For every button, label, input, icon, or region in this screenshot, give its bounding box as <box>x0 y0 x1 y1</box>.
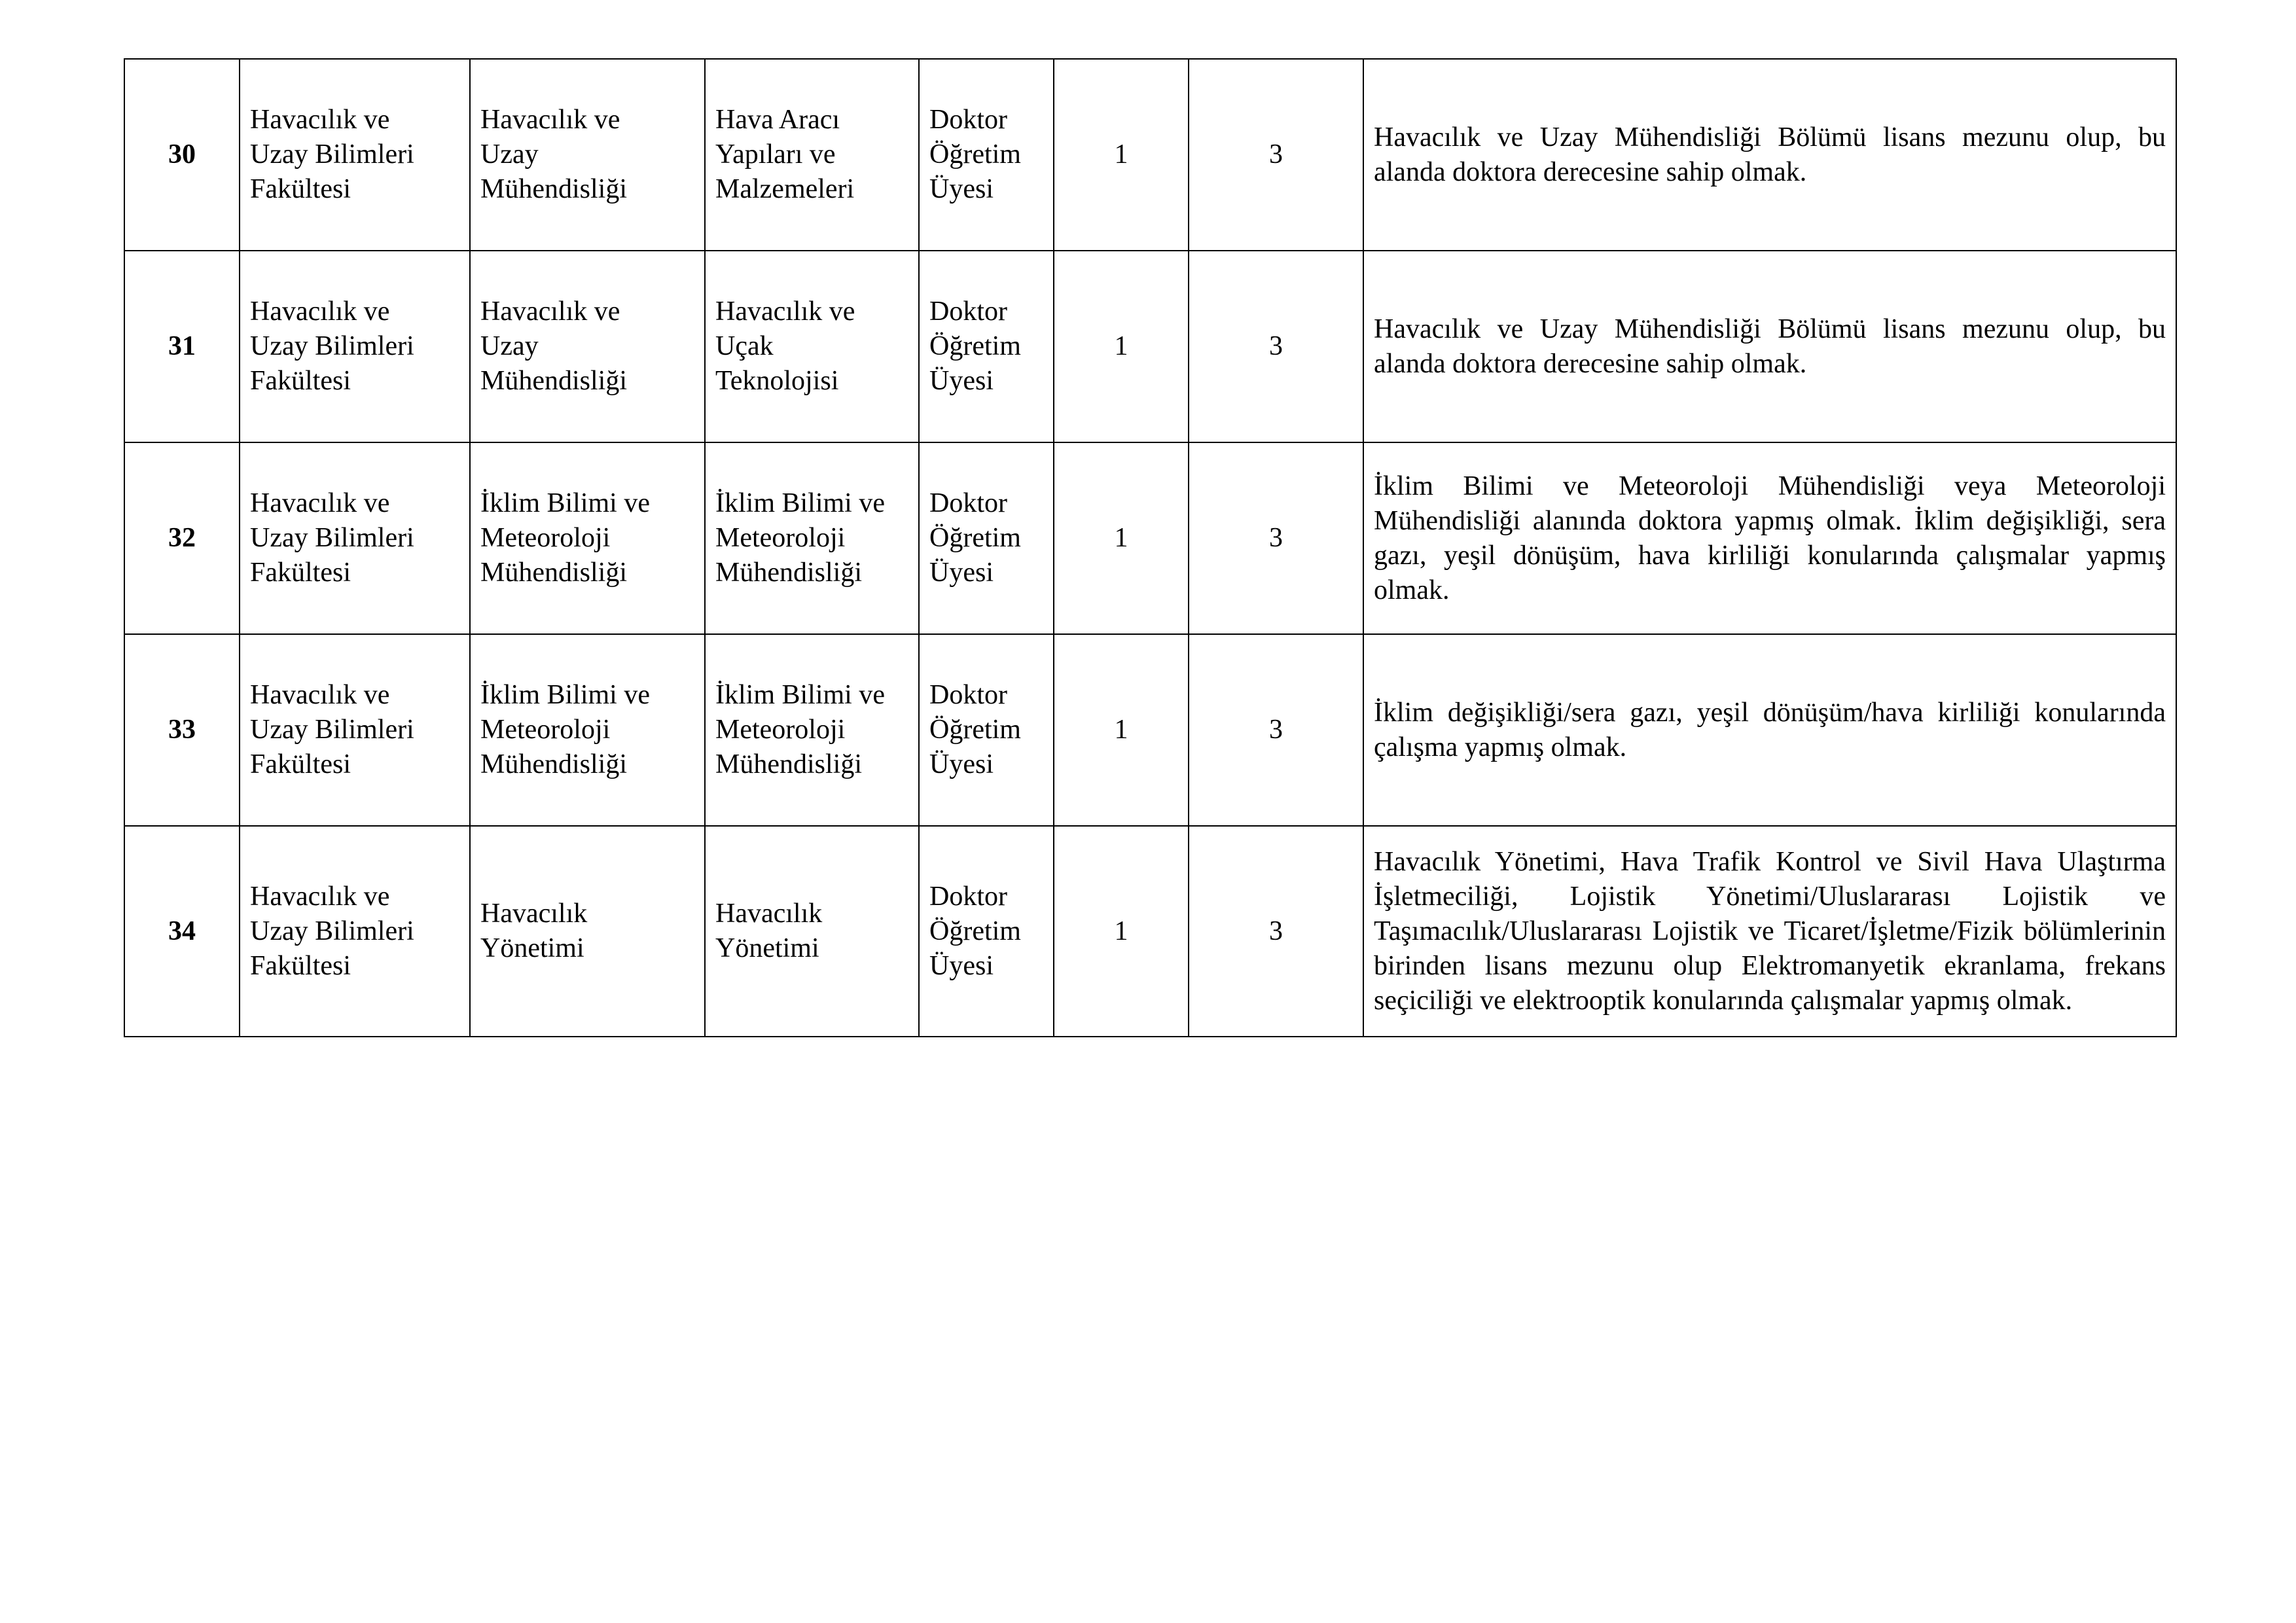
subfield-cell-line: Mühendisliği <box>715 558 863 588</box>
title-cell-line: Doktor <box>929 105 1007 135</box>
title-cell-line: Öğretim <box>929 139 1021 169</box>
positions-table <box>124 58 2177 1037</box>
requirement-cell: Havacılık ve Uzay Mühendisliği Bölümü lisans mezunu olup, bu alanda doktora derecesine sahip olmak. <box>1363 59 2176 251</box>
quota-cell: 1 <box>1054 826 1189 1037</box>
table-row <box>124 634 2176 826</box>
department-cell <box>470 634 705 826</box>
faculty-cell-line: Fakültesi <box>250 749 351 779</box>
faculty-cell-line: Uzay Bilimleri <box>250 523 414 553</box>
subfield-cell-line: Malzemeleri <box>715 174 855 204</box>
faculty-cell-line: Fakültesi <box>250 366 351 396</box>
title-cell-line: Üyesi <box>929 749 994 779</box>
title-cell-line: Öğretim <box>929 523 1021 553</box>
title-cell-line: Öğretim <box>929 916 1021 946</box>
faculty-cell <box>240 59 470 251</box>
faculty-cell-line: Havacılık ve <box>250 105 390 135</box>
table-row <box>124 442 2176 634</box>
title-cell-line: Doktor <box>929 488 1007 518</box>
title-cell-line: Öğretim <box>929 715 1021 745</box>
department-cell-line: Uzay <box>480 139 539 169</box>
row-number: 30 <box>124 59 240 251</box>
department-cell <box>470 442 705 634</box>
faculty-cell-line: Uzay Bilimleri <box>250 331 414 361</box>
faculty-cell-line: Fakültesi <box>250 174 351 204</box>
count-cell: 3 <box>1189 634 1363 826</box>
department-cell <box>470 826 705 1037</box>
row-number: 33 <box>124 634 240 826</box>
subfield-cell <box>705 251 919 442</box>
table-body <box>124 59 2176 1037</box>
title-cell-line: Üyesi <box>929 174 994 204</box>
title-cell-line: Doktor <box>929 881 1007 912</box>
subfield-cell-line: Yönetimi <box>715 933 819 963</box>
title-cell <box>919 826 1054 1037</box>
subfield-cell <box>705 59 919 251</box>
department-cell-line: Havacılık <box>480 899 588 929</box>
row-number: 32 <box>124 442 240 634</box>
count-cell: 3 <box>1189 826 1363 1037</box>
row-number: 31 <box>124 251 240 442</box>
title-cell-line: Üyesi <box>929 950 994 981</box>
subfield-cell-line: Mühendisliği <box>715 749 863 779</box>
subfield-cell-line: Uçak <box>715 331 774 361</box>
faculty-cell-line: Fakültesi <box>250 950 351 981</box>
title-cell-line: Doktor <box>929 680 1007 710</box>
department-cell-line: Havacılık ve <box>480 296 620 327</box>
department-cell-line: Havacılık ve <box>480 105 620 135</box>
department-cell-line: İklim Bilimi ve <box>480 488 650 518</box>
department-cell-line: Yönetimi <box>480 933 584 963</box>
subfield-cell-line: İklim Bilimi ve <box>715 680 885 710</box>
count-cell: 3 <box>1189 59 1363 251</box>
department-cell-line: Mühendisliği <box>480 558 628 588</box>
faculty-cell-line: Fakültesi <box>250 558 351 588</box>
table-row <box>124 826 2176 1037</box>
department-cell-line: Meteoroloji <box>480 523 611 553</box>
subfield-cell-line: Meteoroloji <box>715 715 846 745</box>
quota-cell: 1 <box>1054 442 1189 634</box>
subfield-cell <box>705 826 919 1037</box>
table-row <box>124 251 2176 442</box>
quota-cell: 1 <box>1054 59 1189 251</box>
subfield-cell <box>705 442 919 634</box>
faculty-cell <box>240 251 470 442</box>
department-cell-line: Mühendisliği <box>480 366 628 396</box>
department-cell-line: Mühendisliği <box>480 749 628 779</box>
title-cell <box>919 442 1054 634</box>
count-cell: 3 <box>1189 251 1363 442</box>
department-cell-line: İklim Bilimi ve <box>480 680 650 710</box>
quota-cell: 1 <box>1054 634 1189 826</box>
faculty-cell-line: Uzay Bilimleri <box>250 139 414 169</box>
title-cell <box>919 634 1054 826</box>
faculty-cell-line: Havacılık ve <box>250 680 390 710</box>
requirement-cell: Havacılık ve Uzay Mühendisliği Bölümü lisans mezunu olup, bu alanda doktora derecesine sahip olmak. <box>1363 251 2176 442</box>
faculty-cell-line: Havacılık ve <box>250 881 390 912</box>
faculty-cell-line: Uzay Bilimleri <box>250 715 414 745</box>
subfield-cell-line: Hava Aracı <box>715 105 840 135</box>
department-cell <box>470 251 705 442</box>
department-cell-line: Meteoroloji <box>480 715 611 745</box>
title-cell <box>919 251 1054 442</box>
faculty-cell <box>240 826 470 1037</box>
count-cell: 3 <box>1189 442 1363 634</box>
subfield-cell-line: Meteoroloji <box>715 523 846 553</box>
subfield-cell-line: Teknolojisi <box>715 366 839 396</box>
quota-cell: 1 <box>1054 251 1189 442</box>
faculty-cell-line: Havacılık ve <box>250 296 390 327</box>
title-cell <box>919 59 1054 251</box>
title-cell-line: Üyesi <box>929 558 994 588</box>
subfield-cell-line: Havacılık <box>715 899 823 929</box>
faculty-cell-line: Uzay Bilimleri <box>250 916 414 946</box>
department-cell <box>470 59 705 251</box>
subfield-cell-line: Yapıları ve <box>715 139 836 169</box>
table-row <box>124 59 2176 251</box>
department-cell-line: Uzay <box>480 331 539 361</box>
faculty-cell <box>240 442 470 634</box>
requirement-cell: İklim değişikliği/sera gazı, yeşil dönüşüm/hava kirliliği konularında çalışma yapmış olmak. <box>1363 634 2176 826</box>
requirement-cell: İklim Bilimi ve Meteoroloji Mühendisliği veya Meteoroloji Mühendisliği alanında doktora yapmış olmak. İklim değişikliği, sera gazı, yeşil dönüşüm, hava kirliliği konularında çalışmalar yapmış olmak. <box>1363 442 2176 634</box>
requirement-cell: Havacılık Yönetimi, Hava Trafik Kontrol ve Sivil Hava Ulaştırma İşletmeciliği, Lojistik Yönetimi/Uluslararası Lojistik ve Taşımacılık/Uluslararası Lojistik ve Ticaret/İşletme/Fizik bölümlerinin birinden lisans mezunu olup Elektromanyetik ekranlama, frekans seçiciliği ve elektrooptik konularında çalışmalar yapmış olmak. <box>1363 826 2176 1037</box>
title-cell-line: Doktor <box>929 296 1007 327</box>
faculty-cell <box>240 634 470 826</box>
title-cell-line: Üyesi <box>929 366 994 396</box>
row-number: 34 <box>124 826 240 1037</box>
department-cell-line: Mühendisliği <box>480 174 628 204</box>
subfield-cell-line: İklim Bilimi ve <box>715 488 885 518</box>
faculty-cell-line: Havacılık ve <box>250 488 390 518</box>
subfield-cell-line: Havacılık ve <box>715 296 855 327</box>
subfield-cell <box>705 634 919 826</box>
title-cell-line: Öğretim <box>929 331 1021 361</box>
